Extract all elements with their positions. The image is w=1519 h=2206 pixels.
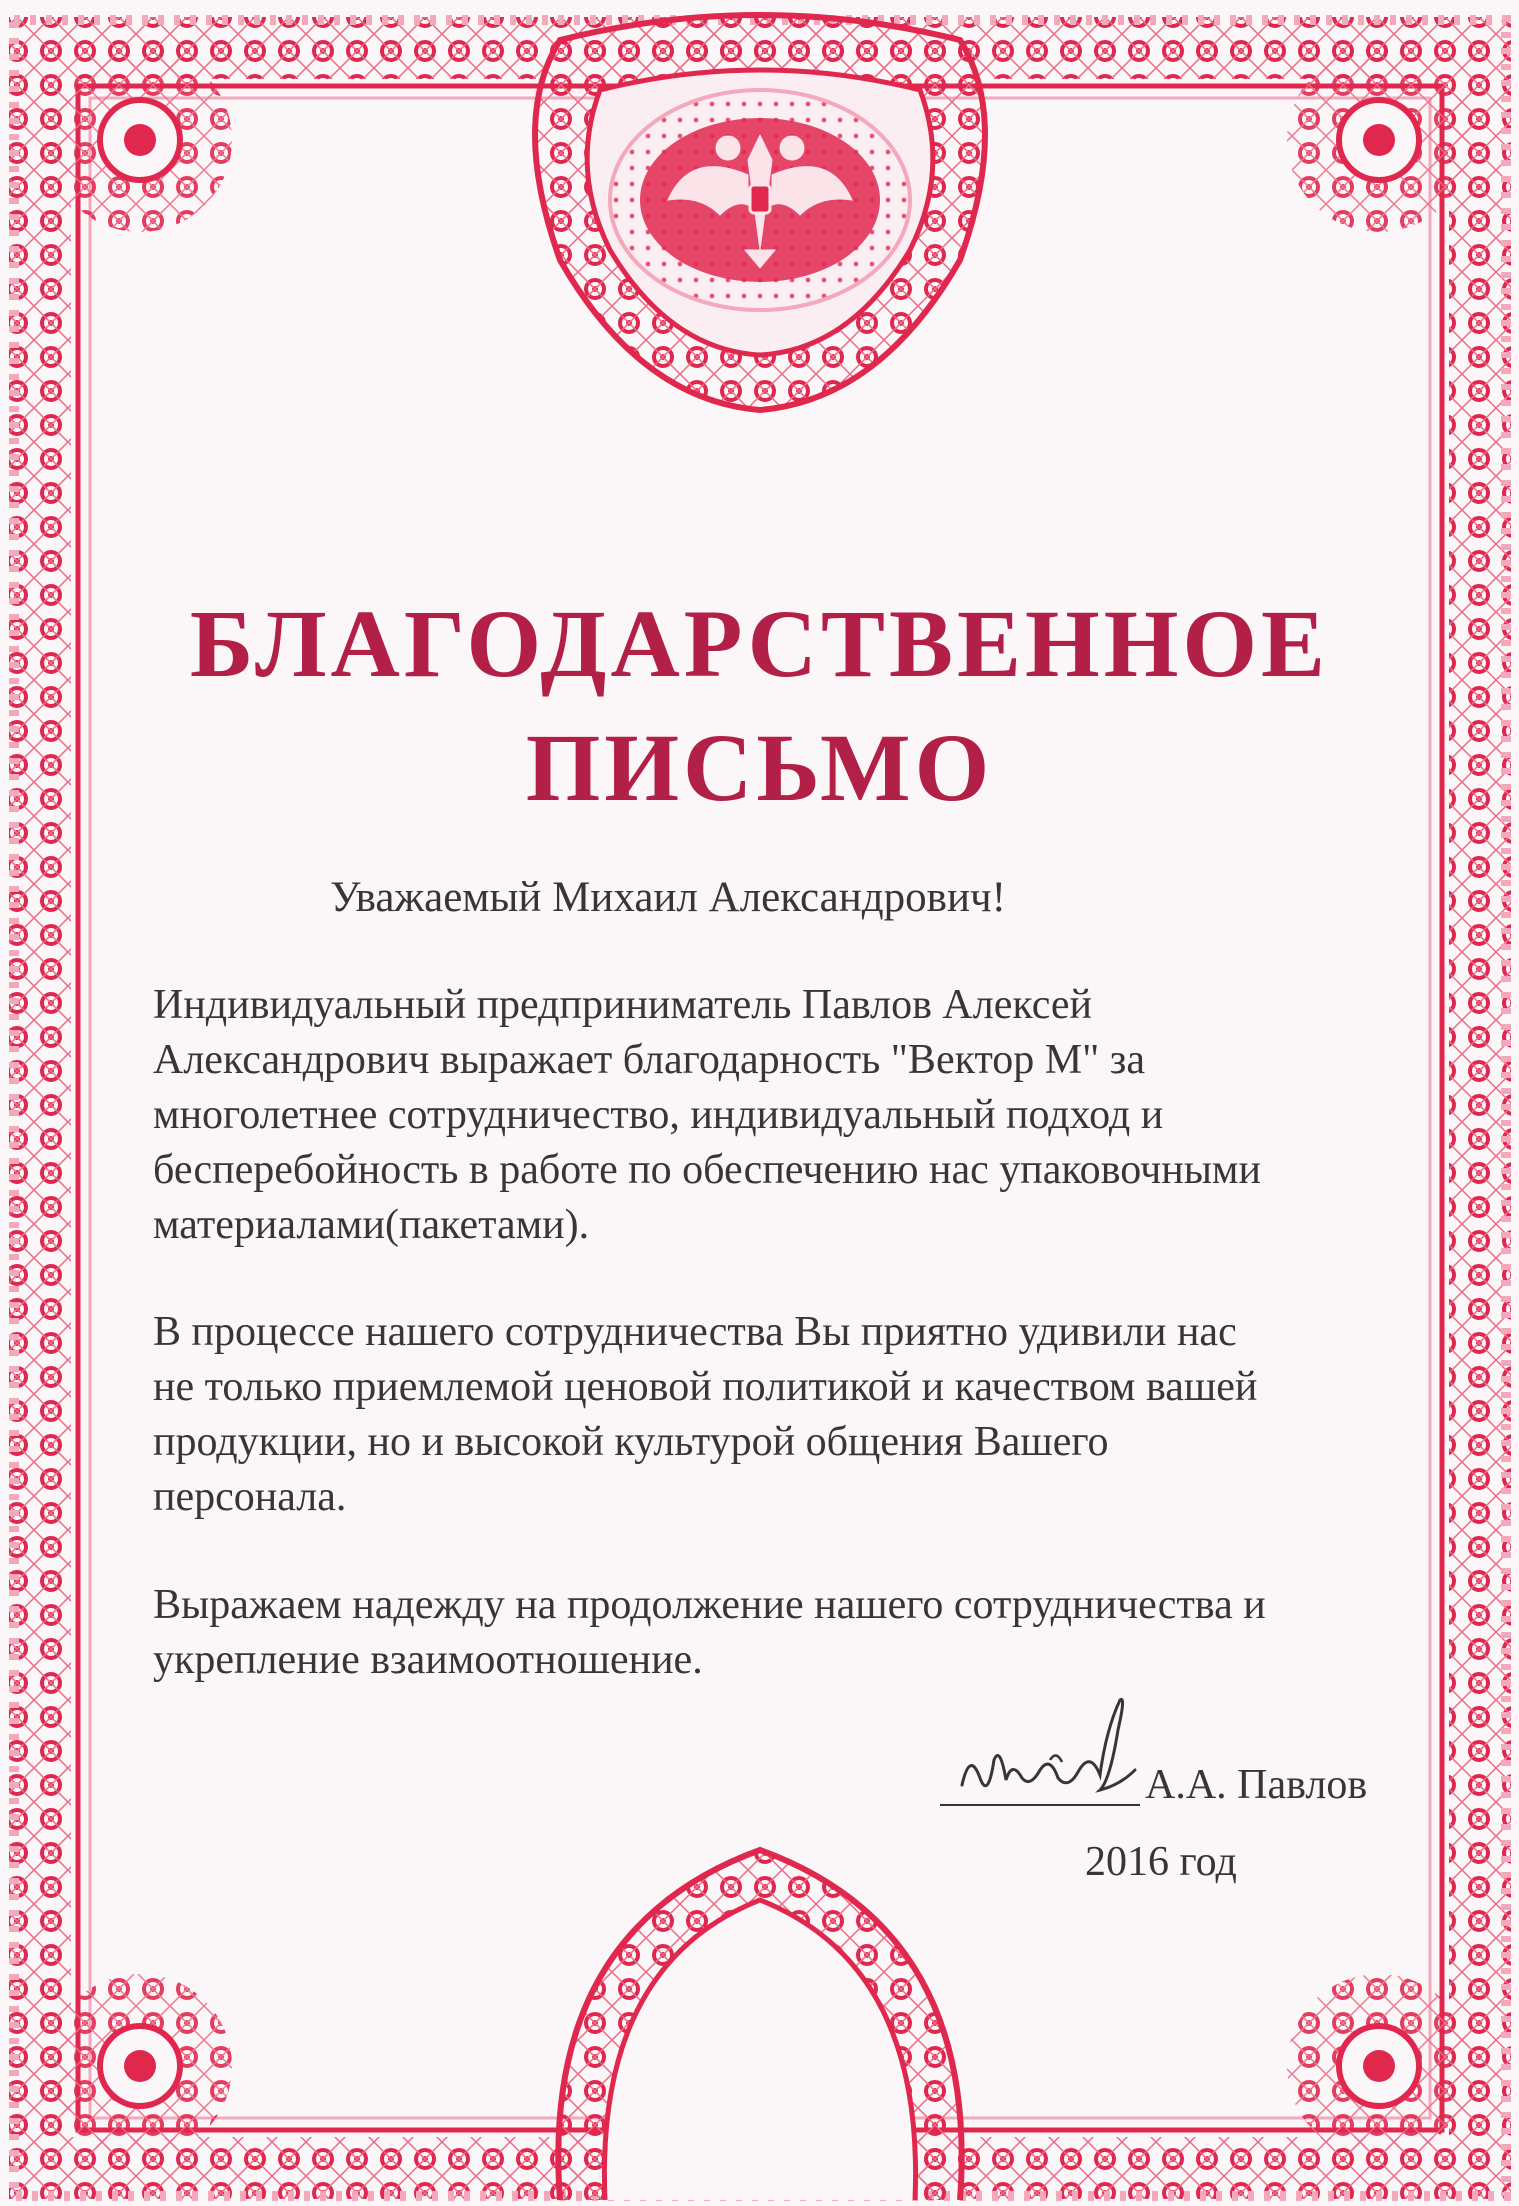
corner-rosette-bottom-right [1287,1974,1471,2158]
paragraph-line: В процессе нашего сотрудничества Вы приятно удивили нас [153,1309,1237,1355]
signature-line [940,1804,1140,1806]
document-year: 2016 год [1085,1839,1237,1885]
handwritten-signature-icon [950,1690,1160,1810]
paragraph-hope [153,1578,1368,1688]
paragraph-line: Индивидуальный предприниматель Павлов Алексей [153,982,1092,1028]
paragraph-gratitude [153,978,1368,1253]
emblem-medallion [535,15,985,410]
paragraph-line: укрепление взаимоотношение. [153,1637,703,1683]
greeting: Уважаемый Михаил Александрович! [330,874,1006,921]
paragraph-line: Выражаем надежду на продолжение нашего сотрудничества и [153,1582,1266,1628]
paragraph-line: продукции, но и высокой культурой общения Вашего [153,1419,1109,1465]
corner-rosette-bottom-left [48,1974,232,2158]
corner-rosette-top-right [1287,48,1471,232]
paragraph-line: персонала. [153,1474,347,1520]
document-title-line-1: БЛАГОДАРСТВЕННОЕ [189,590,1330,697]
paragraph-line: бесперебойность в работе по обеспечению нас упаковочными [153,1147,1261,1193]
paragraph-line: Александрович выражает благодарность "Вектор М" за [153,1037,1145,1083]
paragraph-line: не только приемлемой ценовой политикой и качеством вашей [153,1364,1258,1410]
corner-rosette-top-left [48,48,232,232]
signer-name: А.А. Павлов [1145,1762,1368,1808]
paragraph-cooperation [153,1305,1368,1525]
paragraph-line: многолетнее сотрудничество, индивидуальный подход и [153,1092,1164,1138]
paragraph-line: материалами(пакетами). [153,1202,590,1248]
bottom-medallion [558,1850,961,2200]
document-title-line-2: ПИСЬМО [525,714,994,821]
